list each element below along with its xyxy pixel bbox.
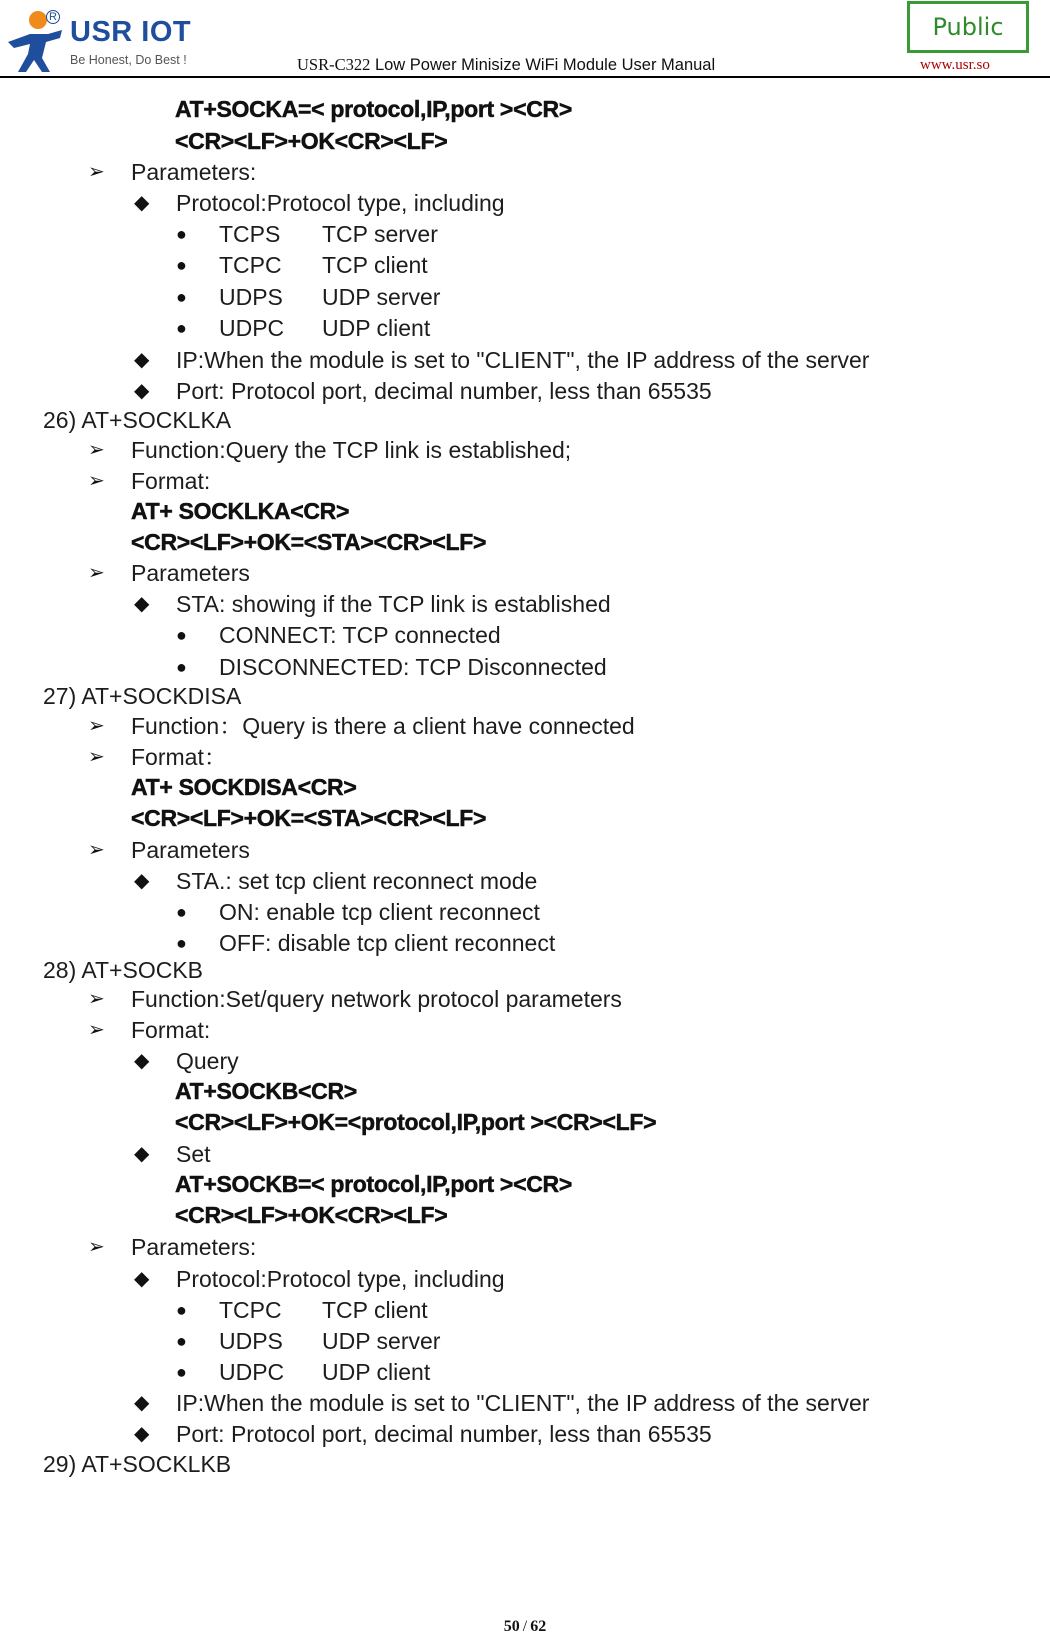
parameter-item: STA: showing if the TCP link is established <box>176 591 611 617</box>
at-command-code: AT+ SOCKDISA<CR> <box>131 774 357 800</box>
at-command-code: AT+SOCKB=< protocol,IP,port ><CR> <box>175 1171 572 1197</box>
parameter-value: OFF: disable tcp client reconnect <box>219 930 556 956</box>
arrow-bullet-icon: ➢ <box>88 746 105 768</box>
arrow-bullet-icon: ➢ <box>88 839 105 861</box>
round-bullet-icon: ● <box>176 1362 187 1382</box>
section-item: Function:Query the TCP link is established; <box>131 437 572 463</box>
protocol-code: TCPC <box>219 252 282 278</box>
parameter-value: DISCONNECTED: TCP Disconnected <box>219 654 607 680</box>
arrow-bullet-icon: ➢ <box>88 988 105 1010</box>
section-item: Parameters <box>131 560 250 586</box>
parameter-value: TCP client <box>322 252 428 278</box>
page-header <box>0 0 1050 80</box>
parameter-item: Port: Protocol port, decimal number, less than 65535 <box>176 1421 712 1447</box>
at-command-code: AT+SOCKB<CR> <box>175 1078 357 1104</box>
section-item: Function：Query is there a client have connected <box>131 713 635 739</box>
company-logo <box>2 6 202 76</box>
parameter-value: TCP server <box>322 221 438 247</box>
current-page: 50 <box>503 1618 520 1635</box>
diamond-bullet-icon: ◆ <box>134 1423 150 1445</box>
model-number: USR-C322 <box>297 55 371 74</box>
diamond-bullet-icon: ◆ <box>134 1392 150 1414</box>
page-separator: / <box>522 1618 528 1635</box>
round-bullet-icon: ● <box>176 255 187 275</box>
protocol-code: UDPS <box>219 1328 283 1354</box>
round-bullet-icon: ● <box>176 1300 187 1320</box>
round-bullet-icon: ● <box>176 902 187 922</box>
diamond-bullet-icon: ◆ <box>134 380 150 402</box>
section-item: Format: <box>131 468 211 494</box>
parameter-value: CONNECT: TCP connected <box>219 622 501 648</box>
section-item: Parameters: <box>131 159 257 185</box>
arrow-bullet-icon: ➢ <box>88 1019 105 1041</box>
arrow-bullet-icon: ➢ <box>88 161 105 183</box>
round-bullet-icon: ● <box>176 657 187 677</box>
at-command-code: <CR><LF>+OK=<STA><CR><LF> <box>131 805 487 831</box>
page-number <box>0 1618 1050 1636</box>
protocol-code: TCPS <box>219 221 281 247</box>
section-item: Format： <box>131 744 227 770</box>
section-item: Parameters <box>131 837 250 863</box>
website-url[interactable]: www.usr.so <box>920 57 990 73</box>
parameter-item: Query <box>176 1048 239 1074</box>
diamond-bullet-icon: ◆ <box>134 1268 150 1290</box>
protocol-code: UDPS <box>219 284 283 310</box>
section-item: Format: <box>131 1017 211 1043</box>
command-heading: 26) AT+SOCKLKA <box>43 407 232 433</box>
at-command-code: AT+ SOCKLKA<CR> <box>131 498 350 524</box>
parameter-value: UDP client <box>322 315 431 341</box>
round-bullet-icon: ● <box>176 224 187 244</box>
command-heading: 27) AT+SOCKDISA <box>43 683 242 709</box>
logo-title: USR IOT <box>70 16 192 48</box>
parameter-item: Set <box>176 1141 211 1167</box>
parameter-item: Port: Protocol port, decimal number, less than 65535 <box>176 378 712 404</box>
parameter-value: UDP server <box>322 1328 441 1354</box>
parameter-item: IP:When the module is set to "CLIENT", the IP address of the server <box>176 1390 870 1416</box>
parameter-value: ON: enable tcp client reconnect <box>219 899 540 925</box>
arrow-bullet-icon: ➢ <box>88 439 105 461</box>
at-command-code: <CR><LF>+OK=<STA><CR><LF> <box>131 529 487 555</box>
arrow-bullet-icon: ➢ <box>88 562 105 584</box>
document-title <box>297 55 715 75</box>
round-bullet-icon: ● <box>176 625 187 645</box>
round-bullet-icon: ● <box>176 933 187 953</box>
total-pages: 62 <box>530 1618 547 1635</box>
arrow-bullet-icon: ➢ <box>88 470 105 492</box>
manual-title: Low Power Minisize WiFi Module User Manual <box>374 56 716 74</box>
round-bullet-icon: ● <box>176 1331 187 1351</box>
protocol-code: TCPC <box>219 1297 282 1323</box>
diamond-bullet-icon: ◆ <box>134 1143 150 1165</box>
diamond-bullet-icon: ◆ <box>134 593 150 615</box>
parameter-item: Protocol:Protocol type, including <box>176 190 505 216</box>
parameter-value: TCP client <box>322 1297 428 1323</box>
parameter-item: IP:When the module is set to "CLIENT", the IP address of the server <box>176 347 870 373</box>
diamond-bullet-icon: ◆ <box>134 870 150 892</box>
arrow-bullet-icon: ➢ <box>88 1236 105 1258</box>
section-item: Function:Set/query network protocol parameters <box>131 986 622 1012</box>
diamond-bullet-icon: ◆ <box>134 349 150 371</box>
at-command-code: <CR><LF>+OK=<protocol,IP,port ><CR><LF> <box>175 1109 657 1135</box>
round-bullet-icon: ● <box>176 318 187 338</box>
at-command-code: <CR><LF>+OK<CR><LF> <box>175 128 448 154</box>
parameter-value: UDP client <box>322 1359 431 1385</box>
command-heading: 29) AT+SOCKLKB <box>43 1451 232 1477</box>
protocol-code: UDPC <box>219 1359 285 1385</box>
registered-mark: R <box>46 10 60 24</box>
round-bullet-icon: ● <box>176 287 187 307</box>
header-divider <box>0 76 1050 78</box>
diamond-bullet-icon: ◆ <box>134 192 150 214</box>
protocol-code: UDPC <box>219 315 285 341</box>
parameter-value: UDP server <box>322 284 441 310</box>
logo-slogan: Be Honest, Do Best ! <box>70 53 187 67</box>
public-badge: Public <box>907 1 1029 53</box>
parameter-item: STA.: set tcp client reconnect mode <box>176 868 538 894</box>
arrow-bullet-icon: ➢ <box>88 715 105 737</box>
at-command-code: <CR><LF>+OK<CR><LF> <box>175 1202 448 1228</box>
diamond-bullet-icon: ◆ <box>134 1050 150 1072</box>
command-heading: 28) AT+SOCKB <box>43 957 204 983</box>
section-item: Parameters: <box>131 1234 257 1260</box>
parameter-item: Protocol:Protocol type, including <box>176 1266 505 1292</box>
at-command-code: AT+SOCKA=< protocol,IP,port ><CR> <box>175 96 572 122</box>
